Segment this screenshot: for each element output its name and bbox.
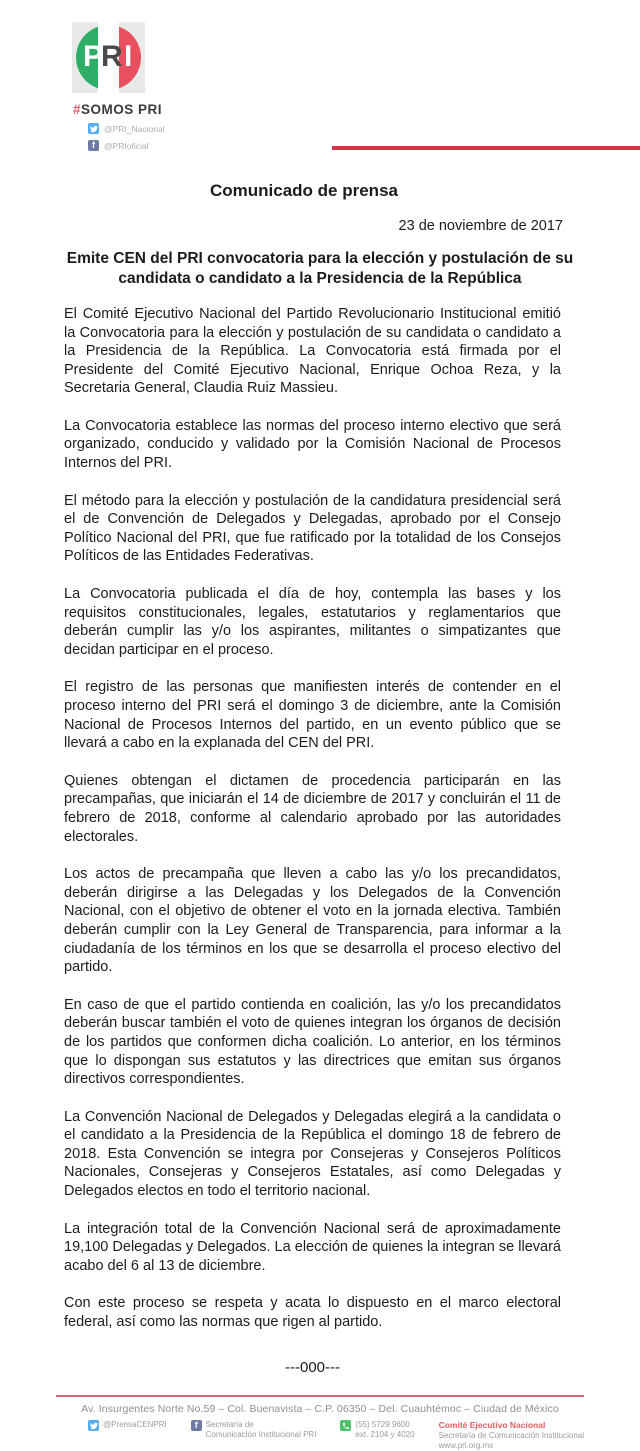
footer-phone-numbers: (55) 5729 9600 ext. 2104 y 4020 — [355, 1420, 415, 1439]
facebook-handle: @PRIoficial — [104, 140, 149, 151]
pri-logo-letter-p: P — [83, 40, 104, 73]
paragraph: En caso de que el partido contienda en coalición, las y/o los precandidatos deberán buscar también el voto de quienes integran los órganos de decisión de los partidos que conformen dicha coalición. Lo anterior, en los términos que lo dispongan sus estatutos y las directrices que emitan sus órganos directivos correspondientes. — [64, 996, 561, 1088]
document-title: Comunicado de prensa — [210, 181, 398, 200]
footer-facebook-label: Secretaría de Comunicación Institucional PRI — [205, 1420, 317, 1439]
footer-rule — [56, 1395, 584, 1397]
paragraph: El registro de las personas que manifiesten interés de contender en el proceso interno del PRI será el domingo 3 de diciembre, ante la Comisión Nacional de Procesos Internos del partido, en un evento público que se llevará a cabo en la explanada del CEN del PRI. — [64, 679, 561, 752]
closing-mark: ---000--- — [285, 1358, 340, 1376]
document-body — [0, 181, 640, 1376]
footer-facebook — [191, 1420, 317, 1451]
paragraph: Los actos de precampaña que lleven a cabo las y/o los precandidatos, deberán dirigirse a las Delegadas y los Delegados de la Convención Nacional, con el objetivo de obtener el voto en la jornada electiva. También deberán cumplir con la Ley General de Transparencia, para informar a la ciudadanía de los términos en los que se desarrolla el proceso electivo del partido. — [64, 866, 561, 976]
footer-twitter-handle: @PrensaCENPRI — [103, 1420, 167, 1429]
letterhead — [0, 0, 640, 151]
org-dept: Secretaría de Comunicación Institucional — [438, 1431, 584, 1440]
hashtag-symbol: # — [73, 102, 82, 117]
pri-logo-letter-i: I — [124, 40, 133, 73]
org-website: www.pri.org.mx — [438, 1441, 494, 1450]
twitter-handle: @PRI_Nacional — [104, 123, 165, 134]
somos-pri-tagline — [73, 102, 640, 117]
paragraph: Quienes obtengan el dictamen de procedencia participarán en las precampañas, que iniciarán el 14 de diciembre de 2017 y concluirán el 11 de febrero de 2018, conforme al calendario aprobado por las autoridades electorales. — [64, 772, 561, 845]
twitter-handle-row — [88, 123, 640, 134]
footer-org — [439, 1420, 584, 1451]
org-name: Comité Ejecutivo Nacional — [438, 1420, 546, 1430]
paragraph: La Convocatoria establece las normas del proceso interno electivo que será organizado, conducido y validado por la Comisión Nacional de Procesos Internos del PRI. — [64, 417, 561, 472]
red-accent-rule — [332, 146, 640, 150]
footer-phone — [340, 1420, 414, 1451]
facebook-icon: f — [88, 140, 99, 151]
footer — [0, 1395, 640, 1451]
paragraph: La integración total de la Convención Nacional será de aproximadamente 19,100 Delegadas y Delegados. La elección de quienes la integran se llevará acabo del 6 al 13 de diciembre. — [64, 1220, 561, 1274]
paragraph: El Comité Ejecutivo Nacional del Partido Revolucionario Institucional emitió la Convocatoria para la elección y postulación de su candidata o candidato a la Presidencia de la República. La Convocatoria está firmada por el Presidente del Comité Ejecutivo Nacional, Enrique Ochoa Reza, y la Secretaria General, Claudia Ruiz Massieu. — [64, 305, 561, 397]
paragraph: El método para la elección y postulación de la candidatura presidencial será el de Convención de Delegados y Delegadas, aprobado por el Consejo Político Nacional del PRI, que fue ratificado por la totalidad de los Consejos Políticos de las Entidades Federativas. — [64, 492, 561, 565]
footer-address: Av. Insurgentes Norte No.59 – Col. Buenavista – C.P. 06350 – Del. Cuauhtémoc – Ciudad de México — [81, 1403, 559, 1415]
footer-contact-row — [88, 1420, 640, 1451]
paragraph: La Convención Nacional de Delegados y Delegadas elegirá a la candidata o el candidato a la Presidencia de la República el domingo 18 de febrero de 2018. Esta Convención se integra por Consejeras y Consejeros Políticos Nacionales, Consejeras y Consejeros Estatales, así como Delegadas y Delegados electos en todo el territorio nacional. — [64, 1108, 561, 1200]
paragraph: Con este proceso se respeta y acata lo dispuesto en el marco electoral federal, así como las normas que rigen al partido. — [64, 1295, 561, 1331]
footer-org-block — [439, 1420, 584, 1451]
phone-icon — [340, 1420, 351, 1431]
pri-logo-letter-r: R — [101, 40, 123, 73]
footer-twitter — [88, 1420, 167, 1451]
headline: Emite CEN del PRI convocatoria para la elección y postulación de su candidata o candidato a la Presidencia de la República — [66, 250, 574, 288]
twitter-icon — [88, 123, 99, 134]
document-date: 23 de noviembre de 2017 — [398, 218, 563, 234]
tagline-text: SOMOS PRI — [81, 102, 163, 117]
paragraph: La Convocatoria publicada el día de hoy, contempla las bases y los requisitos constitucionales, legales, estatutarios y reglamentarios que deberán cumplir las y/o los aspirantes, militantes o simpatizantes que decidan participar en el proceso. — [64, 586, 561, 658]
twitter-icon — [88, 1420, 99, 1431]
pri-logo — [72, 22, 145, 93]
paragraphs — [64, 305, 561, 1332]
facebook-icon: f — [191, 1420, 202, 1431]
